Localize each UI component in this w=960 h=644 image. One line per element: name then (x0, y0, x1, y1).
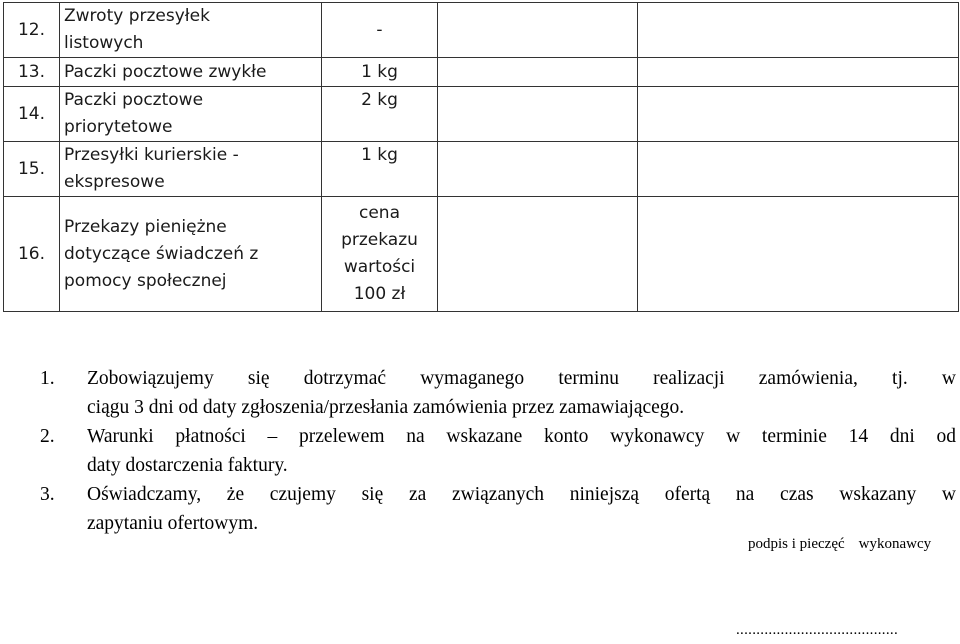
weight-line: - (376, 19, 383, 40)
row-number: 15. (4, 142, 60, 197)
table-row (4, 142, 959, 197)
term-text-line: Warunki płatności – przelewem na wskazane konto wykonawcy w terminie 14 dni od (87, 426, 956, 447)
service-name (60, 3, 322, 58)
service-name (60, 142, 322, 197)
terms-list (40, 364, 956, 538)
weight-line: cena (359, 203, 400, 223)
empty-cell (438, 142, 638, 197)
weight-value (322, 87, 438, 142)
empty-cell (438, 58, 638, 87)
row-number: 12. (4, 3, 60, 58)
row-number: 16. (4, 197, 60, 312)
weight-line: 2 kg (361, 90, 398, 110)
service-name-line: Zwroty przesyłek (64, 6, 210, 26)
service-name (60, 197, 322, 312)
weight-value (322, 3, 438, 58)
table-row (4, 197, 959, 312)
service-name-line: Paczki pocztowe (64, 90, 204, 110)
term-item (40, 422, 956, 480)
empty-cell (638, 197, 959, 312)
service-name-line: Przekazy pieniężne (64, 216, 227, 237)
service-name-line: Przesyłki kurierskie - (64, 145, 239, 165)
term-text-line: zapytaniu ofertowym. (87, 513, 259, 534)
signature-line: ........................................ (736, 622, 898, 638)
empty-cell (638, 3, 959, 58)
service-name-line: ekspresowe (64, 172, 165, 192)
offer-table (3, 2, 959, 312)
signature-caption (748, 536, 931, 553)
empty-cell (638, 142, 959, 197)
row-number: 13. (4, 58, 60, 87)
term-text-line: Oświadczamy, że czujemy się za związanych niniejszą ofertą na czas wskazany w (87, 484, 956, 505)
term-text-line: daty dostarczenia faktury. (87, 455, 288, 476)
weight-line: przekazu (341, 230, 418, 250)
weight-line: 1 kg (361, 145, 398, 165)
empty-cell (438, 3, 638, 58)
service-name-line: listowych (64, 33, 144, 53)
service-name-line: dotyczące świadczeń z (64, 243, 259, 264)
service-name-line: pomocy społecznej (64, 270, 227, 291)
row-number: 14. (4, 87, 60, 142)
term-number: 2. (40, 426, 55, 447)
empty-cell (438, 87, 638, 142)
weight-line: wartości (343, 257, 416, 277)
service-name-line: priorytetowe (64, 117, 173, 137)
table-row (4, 58, 959, 87)
weight-value (322, 142, 438, 197)
empty-cell (438, 197, 638, 312)
weight-value (322, 197, 438, 312)
term-item (40, 364, 956, 422)
term-text-line: ciągu 3 dni od daty zgłoszenia/przesłania zamówienia przez zamawiającego. (87, 397, 685, 418)
weight-line: 100 zł (353, 284, 406, 304)
term-number: 1. (40, 368, 55, 389)
empty-cell (638, 58, 959, 87)
empty-cell (638, 87, 959, 142)
term-text-line: Zobowiązujemy się dotrzymać wymaganego terminu realizacji zamówienia, tj. w (87, 368, 956, 389)
term-number: 3. (40, 484, 55, 505)
service-name (60, 58, 322, 87)
service-name-line: Paczki pocztowe zwykłe (64, 61, 267, 82)
table-row (4, 87, 959, 142)
signature-label: podpis i pieczęć (748, 536, 845, 552)
service-name (60, 87, 322, 142)
term-item (40, 480, 956, 538)
weight-line: 1 kg (361, 61, 398, 82)
table-row (4, 3, 959, 58)
weight-value (322, 58, 438, 87)
signature-label-contractor: wykonawcy (858, 536, 932, 552)
